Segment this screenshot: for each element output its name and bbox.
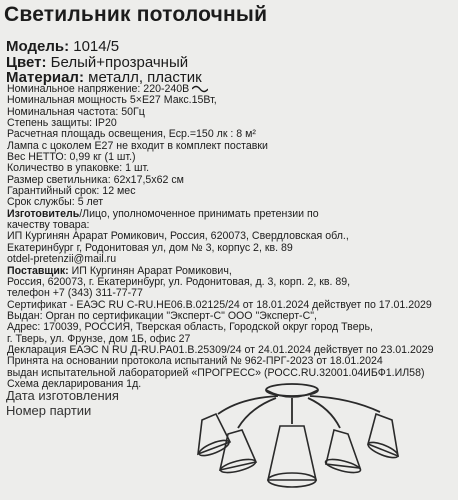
color-value: Белый+прозрачный [50, 54, 189, 71]
spec-area: Расчетная площадь освещения, Еср.=150 лк : 8 м² [7, 128, 256, 141]
certificate-line: Адрес: 170039, РОССИЯ, Тверская область, Городской округ город Тверь, [7, 321, 373, 334]
declaration-line: Декларация ЕАЭС N RU Д-RU.РА01.В.25309/24 от 24.01.2024 действует по 23.01.2029 [7, 343, 434, 356]
spec-size: Размер светильника: 62x17,5x62 см [7, 173, 184, 186]
spec-frequency: Номинальная частота: 50Гц [7, 105, 145, 118]
spec-warranty: Гарантийный срок: 12 мес [7, 185, 136, 198]
spec-lamp: Лампа с цоколем E27 не входит в комплект поставки [7, 139, 268, 152]
manufacturer-line: Екатеринбург г, Родонитовая ул, дом № 3, корпус 2, кв. 89 [7, 241, 293, 254]
specs-block [7, 84, 455, 390]
model-value: 1014/5 [73, 38, 120, 55]
supplier-line: Россия, 620073, г. Екатеринбург, ул. Родонитовая, д. 3, корп. 2, кв. 89, [7, 275, 351, 288]
spec-voltage: Номинальное напряжение: 220-240В [7, 84, 455, 95]
declaration-line: Принята на основании протокола испытаний № 962-ПРГ-2023 от 18.01.2024 [7, 355, 383, 368]
manufacturer-row: Изготовитель/Лицо, уполномоченное принимать претензии по [7, 207, 319, 220]
certificate-line: г. Тверь, ул. Фрунзе, дом 1Б, офис 27 [7, 332, 191, 345]
supplier-phone: телефон +7 (343) 311-77-77 [7, 287, 143, 300]
certificate-line: Сертификат - ЕАЭС RU С-RU.НЕ06.В.02125/24 от 18.01.2024 действует по 17.01.2029 [7, 298, 432, 311]
spec-weight: Вес НЕТТО: 0,99 кг (1 шт.) [7, 151, 136, 164]
manufacturer-line: ИП Кургинян Арарат Ромикович, Россия, 620073, Свердловская обл., [7, 230, 349, 243]
spec-lifetime: Срок службы: 5 лет [7, 196, 104, 209]
chandelier-icon [180, 380, 458, 500]
certificate-line: Выдан: Орган по сертификации "Эксперт-С" ООО "Эксперт-С", [7, 309, 317, 322]
manufacturer-email: otdel-pretenzii@mail.ru [7, 253, 117, 266]
spec-quantity: Количество в упаковке: 1 шт. [7, 162, 150, 175]
color-label: Цвет: [6, 54, 47, 71]
declaration-line: выдан испытательной лабораторией «ПРОГРЕСС» (РОСС.RU.32001.04ИБФ1.ИЛ58) [7, 366, 425, 379]
product-title: Светильник потолочный [4, 3, 268, 26]
material-value: металл, пластик [88, 69, 202, 86]
batch-number-label: Номер партии [6, 403, 92, 418]
spec-protection: Степень защиты: IP20 [7, 117, 117, 130]
model-row [6, 38, 119, 55]
manufacture-date-label: Дата изготовления [6, 388, 119, 403]
material-label: Материал: [6, 69, 84, 86]
declaration-line: Схема декларирования 1д. [7, 377, 142, 390]
supplier-row: Поставщик: ИП Кургинян Арарат Ромикович, [7, 264, 232, 277]
model-label: Модель: [6, 38, 70, 55]
spec-power: Номинальная мощность 5×E27 Макс.15Вт, [7, 94, 217, 107]
manufacturer-line: качеству товара: [7, 219, 90, 232]
footer-block [6, 388, 119, 418]
ac-wave-icon [192, 85, 208, 93]
